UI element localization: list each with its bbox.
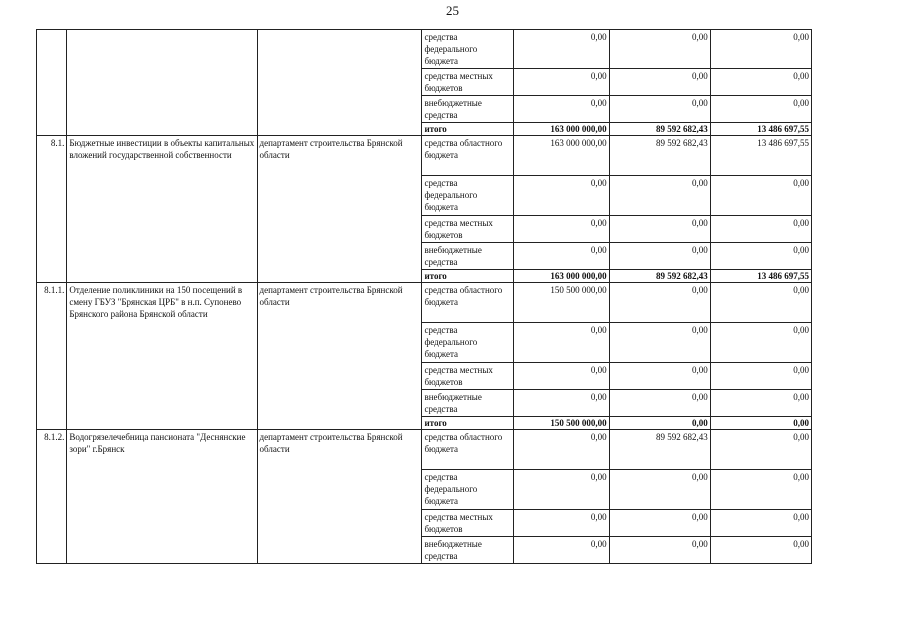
value-cell: 0,00 [609, 243, 710, 270]
value-cell: 0,00 [513, 216, 609, 243]
executor-cell: департамент строительства Брянской области [257, 136, 422, 283]
value-cell: 0,00 [609, 390, 710, 417]
value-cell: 0,00 [513, 176, 609, 216]
source-label: средства областного бюджета [422, 136, 513, 176]
value-cell: 0,00 [609, 96, 710, 123]
value-cell: 0,00 [710, 283, 811, 323]
value-cell: 0,00 [710, 363, 811, 390]
name-cell: Водогрязелечебница пансионата "Деснянские зори" г.Брянск [67, 430, 257, 564]
value-cell: 0,00 [513, 96, 609, 123]
source-label: средства местных бюджетов [422, 69, 513, 96]
value-cell: 0,00 [513, 69, 609, 96]
source-label: внебюджетные средства [422, 537, 513, 564]
source-label: средства местных бюджетов [422, 363, 513, 390]
source-label: средства федерального бюджета [422, 470, 513, 510]
value-cell: 13 486 697,55 [710, 270, 811, 283]
value-cell: 0,00 [710, 243, 811, 270]
value-cell: 0,00 [710, 96, 811, 123]
executor-cell: департамент строительства Брянской области [257, 283, 422, 430]
value-cell: 0,00 [609, 537, 710, 564]
source-label: средства федерального бюджета [422, 176, 513, 216]
code-cell: 8.1.1. [37, 283, 67, 430]
value-cell: 0,00 [609, 323, 710, 363]
source-label: средства областного бюджета [422, 283, 513, 323]
value-cell: 0,00 [710, 470, 811, 510]
source-label: средства местных бюджетов [422, 510, 513, 537]
value-cell: 0,00 [609, 176, 710, 216]
table-row [37, 30, 812, 69]
name-cell: Бюджетные инвестиции в объекты капитальных вложений государственной собственности [67, 136, 257, 283]
budget-table [36, 29, 812, 564]
code-cell: 8.1. [37, 136, 67, 283]
value-cell: 0,00 [710, 510, 811, 537]
executor-cell [257, 30, 422, 136]
value-cell: 0,00 [609, 470, 710, 510]
source-label: итого [422, 123, 513, 136]
value-cell: 0,00 [513, 363, 609, 390]
value-cell: 0,00 [609, 30, 710, 69]
table-row [37, 136, 812, 176]
value-cell: 163 000 000,00 [513, 270, 609, 283]
value-cell: 13 486 697,55 [710, 136, 811, 176]
source-label: внебюджетные средства [422, 96, 513, 123]
value-cell: 163 000 000,00 [513, 136, 609, 176]
name-cell: Отделение поликлиники на 150 посещений в смену ГБУЗ "Брянская ЦРБ" в н.п. Супонево Брянского района Брянской области [67, 283, 257, 430]
value-cell: 0,00 [513, 470, 609, 510]
value-cell: 0,00 [710, 537, 811, 564]
value-cell: 0,00 [710, 390, 811, 417]
code-cell [37, 30, 67, 136]
value-cell: 0,00 [513, 430, 609, 470]
value-cell: 0,00 [609, 69, 710, 96]
source-label: средства федерального бюджета [422, 323, 513, 363]
source-label: внебюджетные средства [422, 390, 513, 417]
name-cell [67, 30, 257, 136]
value-cell: 0,00 [710, 323, 811, 363]
value-cell: 89 592 682,43 [609, 136, 710, 176]
value-cell: 0,00 [513, 510, 609, 537]
value-cell: 0,00 [609, 510, 710, 537]
value-cell: 89 592 682,43 [609, 430, 710, 470]
value-cell: 0,00 [710, 176, 811, 216]
source-label: итого [422, 417, 513, 430]
value-cell: 150 500 000,00 [513, 283, 609, 323]
page-number: 25 [446, 3, 459, 18]
source-label: внебюджетные средства [422, 243, 513, 270]
table-row [37, 283, 812, 323]
value-cell: 0,00 [710, 30, 811, 69]
code-cell: 8.1.2. [37, 430, 67, 564]
value-cell: 0,00 [710, 417, 811, 430]
value-cell: 0,00 [710, 430, 811, 470]
value-cell: 89 592 682,43 [609, 270, 710, 283]
value-cell: 0,00 [609, 417, 710, 430]
value-cell: 13 486 697,55 [710, 123, 811, 136]
value-cell: 0,00 [513, 30, 609, 69]
value-cell: 0,00 [609, 283, 710, 323]
value-cell: 0,00 [513, 390, 609, 417]
value-cell: 150 500 000,00 [513, 417, 609, 430]
source-label: итого [422, 270, 513, 283]
table-row [37, 430, 812, 470]
value-cell: 0,00 [710, 216, 811, 243]
source-label: средства областного бюджета [422, 430, 513, 470]
value-cell: 0,00 [710, 69, 811, 96]
value-cell: 163 000 000,00 [513, 123, 609, 136]
value-cell: 0,00 [513, 243, 609, 270]
value-cell: 0,00 [513, 537, 609, 564]
source-label: средства федерального бюджета [422, 30, 513, 69]
value-cell: 0,00 [609, 216, 710, 243]
value-cell: 89 592 682,43 [609, 123, 710, 136]
value-cell: 0,00 [609, 363, 710, 390]
executor-cell: департамент строительства Брянской области [257, 430, 422, 564]
source-label: средства местных бюджетов [422, 216, 513, 243]
value-cell: 0,00 [513, 323, 609, 363]
